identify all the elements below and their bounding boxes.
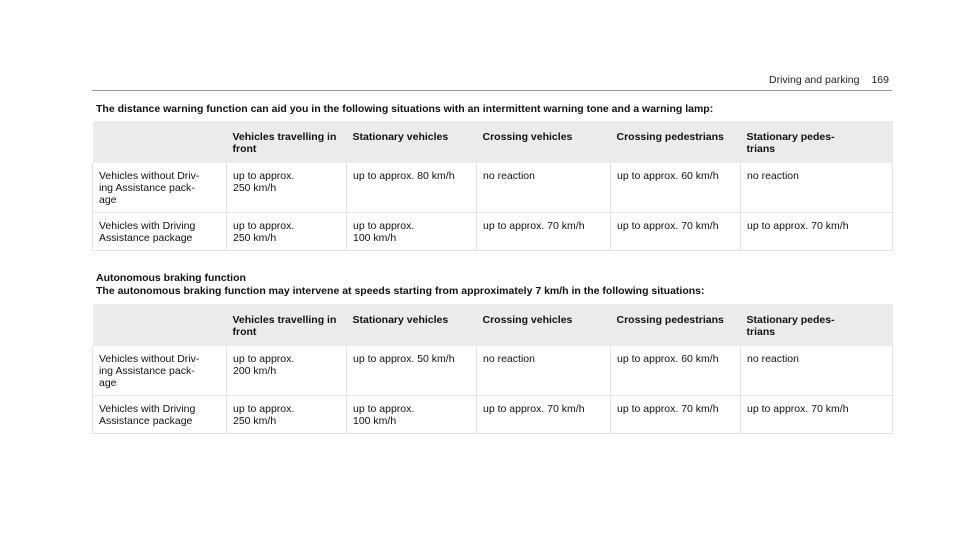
table-cell: up to approx. 60 km/h (611, 163, 741, 213)
table-cell: up to approx. 250 km/h (227, 396, 347, 434)
section-title: Driving and parking (769, 74, 860, 86)
column-header: Vehicles travelling in front (227, 304, 347, 346)
column-header: Stationary pedes- trians (741, 304, 893, 346)
row-label: Vehicles without Driv- ing Assistance pack- age (93, 346, 227, 396)
column-header: Crossing vehicles (477, 121, 611, 163)
table-cell: up to approx. 70 km/h (741, 213, 893, 251)
table-row (93, 163, 893, 213)
table-cell: up to approx. 80 km/h (347, 163, 477, 213)
table-cell: up to approx. 100 km/h (347, 396, 477, 434)
column-header: Crossing pedestrians (611, 121, 741, 163)
table-cell: up to approx. 70 km/h (611, 213, 741, 251)
table-cell: up to approx. 60 km/h (611, 346, 741, 396)
autonomous-braking-table (92, 304, 893, 434)
table-cell: up to approx. 70 km/h (477, 213, 611, 251)
distance-warning-intro: The distance warning function can aid you in the following situations with an intermittent warning tone and a warning lamp: (96, 103, 714, 115)
table-cell: up to approx. 50 km/h (347, 346, 477, 396)
table-cell: no reaction (477, 346, 611, 396)
table-cell: up to approx. 100 km/h (347, 213, 477, 251)
column-header: Vehicles travelling in front (227, 121, 347, 163)
row-label: Vehicles without Driv- ing Assistance pack- age (93, 163, 227, 213)
row-label: Vehicles with Driving Assistance package (93, 396, 227, 434)
column-header: Stationary pedes- trians (741, 121, 893, 163)
table-header-row (93, 121, 893, 163)
table-header-row (93, 304, 893, 346)
column-header (93, 304, 227, 346)
table-cell: up to approx. 70 km/h (477, 396, 611, 434)
table-cell: no reaction (477, 163, 611, 213)
distance-warning-table (92, 121, 893, 251)
table-cell: no reaction (741, 163, 893, 213)
column-header: Crossing vehicles (477, 304, 611, 346)
table-row (93, 346, 893, 396)
column-header: Stationary vehicles (347, 121, 477, 163)
autonomous-braking-heading: Autonomous braking function (96, 272, 246, 284)
table-cell: up to approx. 70 km/h (741, 396, 893, 434)
row-label: Vehicles with Driving Assistance package (93, 213, 227, 251)
table-cell: up to approx. 250 km/h (227, 213, 347, 251)
table-row (93, 396, 893, 434)
page-header (769, 74, 889, 88)
column-header: Crossing pedestrians (611, 304, 741, 346)
page-number: 169 (871, 74, 889, 86)
table-cell: no reaction (741, 346, 893, 396)
table-cell: up to approx. 70 km/h (611, 396, 741, 434)
header-divider (92, 90, 892, 91)
autonomous-braking-intro: The autonomous braking function may intervene at speeds starting from approximately 7 km/h in the following situations: (96, 285, 705, 297)
table-cell: up to approx. 200 km/h (227, 346, 347, 396)
table-row (93, 213, 893, 251)
column-header (93, 121, 227, 163)
column-header: Stationary vehicles (347, 304, 477, 346)
table-cell: up to approx. 250 km/h (227, 163, 347, 213)
